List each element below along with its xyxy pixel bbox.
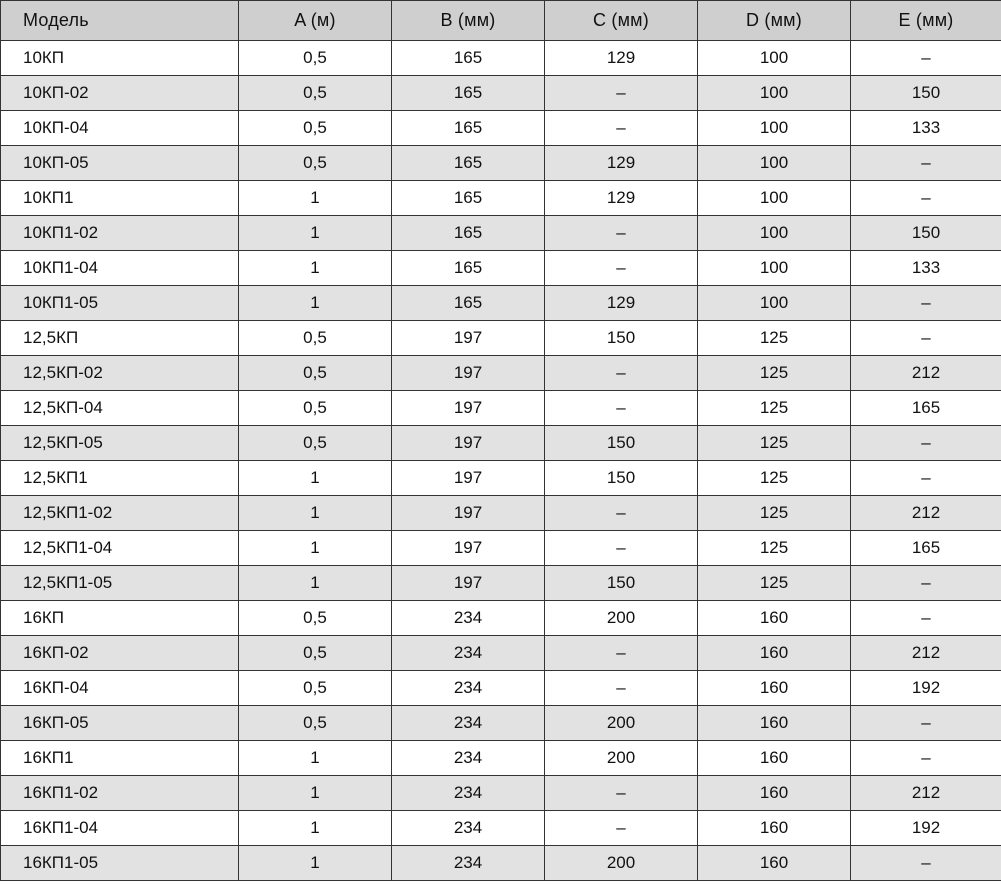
table-row	[1, 811, 1001, 846]
cell-model: 12,5КП	[1, 321, 239, 356]
table-row	[1, 636, 1001, 671]
cell-value: 165	[392, 181, 545, 216]
cell-value: 165	[392, 251, 545, 286]
cell-value: 192	[851, 811, 1001, 846]
cell-value: 0,5	[239, 321, 392, 356]
cell-value: 100	[698, 216, 851, 251]
cell-model: 10КП-05	[1, 146, 239, 181]
cell-model: 10КП-04	[1, 111, 239, 146]
cell-value: 200	[545, 846, 698, 881]
cell-value: 0,5	[239, 391, 392, 426]
cell-value: –	[545, 356, 698, 391]
cell-value: 165	[392, 111, 545, 146]
cell-value: 100	[698, 286, 851, 321]
cell-value: –	[851, 181, 1001, 216]
cell-value: 234	[392, 706, 545, 741]
column-header-a: A (м)	[239, 1, 392, 41]
cell-model: 10КП	[1, 41, 239, 76]
cell-value: –	[545, 251, 698, 286]
cell-value: 212	[851, 776, 1001, 811]
cell-value: 234	[392, 741, 545, 776]
cell-model: 12,5КП-04	[1, 391, 239, 426]
cell-value: 197	[392, 426, 545, 461]
cell-model: 16КП1	[1, 741, 239, 776]
cell-value: 1	[239, 286, 392, 321]
cell-value: 165	[392, 41, 545, 76]
cell-value: 165	[392, 286, 545, 321]
cell-value: –	[545, 671, 698, 706]
cell-value: 0,5	[239, 636, 392, 671]
cell-value: 165	[851, 391, 1001, 426]
column-header-e: E (мм)	[851, 1, 1001, 41]
cell-value: –	[851, 601, 1001, 636]
cell-model: 12,5КП1-05	[1, 566, 239, 601]
cell-value: 150	[851, 76, 1001, 111]
cell-value: –	[851, 286, 1001, 321]
table-row	[1, 216, 1001, 251]
cell-value: 234	[392, 671, 545, 706]
table-row	[1, 566, 1001, 601]
cell-value: 160	[698, 706, 851, 741]
cell-value: 1	[239, 531, 392, 566]
cell-value: 1	[239, 216, 392, 251]
cell-value: 234	[392, 776, 545, 811]
cell-value: 125	[698, 321, 851, 356]
cell-model: 16КП-02	[1, 636, 239, 671]
cell-value: –	[851, 426, 1001, 461]
cell-value: 160	[698, 741, 851, 776]
cell-model: 10КП1	[1, 181, 239, 216]
column-header-c: C (мм)	[545, 1, 698, 41]
cell-value: –	[545, 391, 698, 426]
cell-value: 125	[698, 426, 851, 461]
cell-value: –	[545, 776, 698, 811]
column-header-model: Модель	[1, 1, 239, 41]
cell-value: –	[545, 531, 698, 566]
cell-value: –	[545, 496, 698, 531]
table-row	[1, 181, 1001, 216]
cell-value: –	[851, 41, 1001, 76]
table-row	[1, 461, 1001, 496]
cell-model: 10КП1-02	[1, 216, 239, 251]
table-row	[1, 76, 1001, 111]
cell-model: 16КП1-04	[1, 811, 239, 846]
table-row	[1, 146, 1001, 181]
cell-value: 197	[392, 566, 545, 601]
cell-value: 0,5	[239, 356, 392, 391]
cell-value: 1	[239, 776, 392, 811]
cell-value: 0,5	[239, 706, 392, 741]
table-row	[1, 671, 1001, 706]
table-header	[1, 1, 1001, 41]
cell-value: –	[545, 111, 698, 146]
table-row	[1, 846, 1001, 881]
cell-value: 150	[851, 216, 1001, 251]
cell-value: –	[545, 811, 698, 846]
cell-value: 125	[698, 391, 851, 426]
cell-value: 129	[545, 146, 698, 181]
cell-value: –	[851, 706, 1001, 741]
cell-model: 12,5КП-02	[1, 356, 239, 391]
cell-value: 0,5	[239, 41, 392, 76]
cell-value: 133	[851, 251, 1001, 286]
table-row	[1, 251, 1001, 286]
table-row	[1, 41, 1001, 76]
cell-value: 0,5	[239, 76, 392, 111]
cell-value: 165	[392, 76, 545, 111]
cell-value: 1	[239, 461, 392, 496]
table-row	[1, 426, 1001, 461]
cell-value: 192	[851, 671, 1001, 706]
cell-value: 0,5	[239, 426, 392, 461]
cell-value: 100	[698, 76, 851, 111]
cell-value: 234	[392, 811, 545, 846]
cell-value: –	[851, 566, 1001, 601]
cell-value: 160	[698, 846, 851, 881]
cell-model: 16КП-05	[1, 706, 239, 741]
cell-value: 125	[698, 356, 851, 391]
cell-value: 100	[698, 146, 851, 181]
cell-value: 129	[545, 41, 698, 76]
cell-value: 165	[851, 531, 1001, 566]
cell-model: 12,5КП-05	[1, 426, 239, 461]
cell-value: 1	[239, 741, 392, 776]
cell-value: –	[545, 636, 698, 671]
cell-value: 133	[851, 111, 1001, 146]
cell-value: 125	[698, 566, 851, 601]
table-row	[1, 776, 1001, 811]
cell-value: 129	[545, 286, 698, 321]
table-row	[1, 356, 1001, 391]
cell-value: –	[545, 76, 698, 111]
cell-value: 160	[698, 671, 851, 706]
table-row	[1, 706, 1001, 741]
cell-value: 200	[545, 741, 698, 776]
table-header-row	[1, 1, 1001, 41]
cell-value: 1	[239, 811, 392, 846]
cell-value: 125	[698, 531, 851, 566]
cell-model: 16КП	[1, 601, 239, 636]
cell-value: 150	[545, 426, 698, 461]
cell-value: –	[851, 146, 1001, 181]
cell-value: 234	[392, 846, 545, 881]
cell-value: 1	[239, 496, 392, 531]
cell-value: 0,5	[239, 146, 392, 181]
cell-model: 12,5КП1-02	[1, 496, 239, 531]
cell-value: 125	[698, 461, 851, 496]
cell-value: –	[851, 321, 1001, 356]
cell-value: 1	[239, 846, 392, 881]
cell-value: 125	[698, 496, 851, 531]
cell-value: 0,5	[239, 671, 392, 706]
cell-value: 150	[545, 321, 698, 356]
cell-value: 100	[698, 181, 851, 216]
cell-value: 1	[239, 181, 392, 216]
cell-value: 200	[545, 706, 698, 741]
cell-value: 150	[545, 566, 698, 601]
cell-value: 197	[392, 531, 545, 566]
cell-value: 0,5	[239, 111, 392, 146]
cell-value: 129	[545, 181, 698, 216]
column-header-b: B (мм)	[392, 1, 545, 41]
table-row	[1, 391, 1001, 426]
table-row	[1, 111, 1001, 146]
cell-value: –	[851, 461, 1001, 496]
cell-value: 197	[392, 461, 545, 496]
cell-value: 100	[698, 251, 851, 286]
cell-model: 10КП1-05	[1, 286, 239, 321]
cell-value: 160	[698, 601, 851, 636]
cell-value: 197	[392, 391, 545, 426]
cell-model: 12,5КП1	[1, 461, 239, 496]
cell-value: 197	[392, 496, 545, 531]
column-header-d: D (мм)	[698, 1, 851, 41]
cell-value: 150	[545, 461, 698, 496]
table-body	[1, 41, 1001, 881]
table-row	[1, 286, 1001, 321]
cell-value: 1	[239, 566, 392, 601]
cell-value: –	[545, 216, 698, 251]
cell-value: 212	[851, 356, 1001, 391]
cell-value: –	[851, 741, 1001, 776]
cell-value: –	[851, 846, 1001, 881]
cell-model: 16КП1-05	[1, 846, 239, 881]
cell-value: 234	[392, 636, 545, 671]
table-row	[1, 741, 1001, 776]
table-row	[1, 601, 1001, 636]
cell-value: 234	[392, 601, 545, 636]
cell-model: 16КП-04	[1, 671, 239, 706]
cell-value: 100	[698, 41, 851, 76]
cell-value: 1	[239, 251, 392, 286]
cell-model: 12,5КП1-04	[1, 531, 239, 566]
cell-value: 160	[698, 811, 851, 846]
table-row	[1, 496, 1001, 531]
cell-model: 10КП1-04	[1, 251, 239, 286]
cell-model: 10КП-02	[1, 76, 239, 111]
table-row	[1, 531, 1001, 566]
table-row	[1, 321, 1001, 356]
cell-value: 212	[851, 636, 1001, 671]
cell-value: 160	[698, 776, 851, 811]
cell-value: 165	[392, 216, 545, 251]
cell-value: 212	[851, 496, 1001, 531]
cell-value: 160	[698, 636, 851, 671]
cell-value: 200	[545, 601, 698, 636]
cell-value: 100	[698, 111, 851, 146]
cell-value: 0,5	[239, 601, 392, 636]
cell-model: 16КП1-02	[1, 776, 239, 811]
cell-value: 165	[392, 146, 545, 181]
cell-value: 197	[392, 321, 545, 356]
cell-value: 197	[392, 356, 545, 391]
